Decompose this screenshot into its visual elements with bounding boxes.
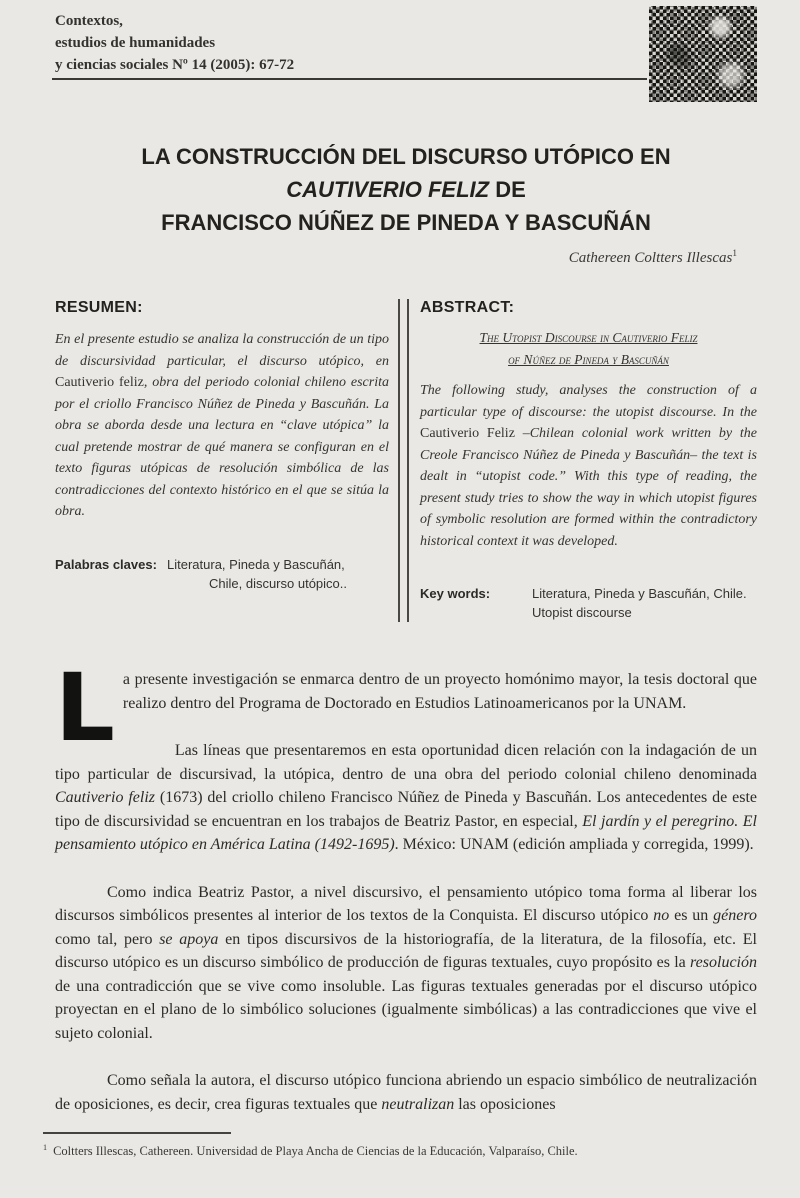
key-words-line: Utopist discourse: [532, 605, 632, 620]
footnote: [43, 1139, 757, 1160]
abstract-subtitle-line: The Utopist Discourse in Cautiverio Feliz: [479, 330, 698, 345]
resumen-body: En el presente estudio se analiza la construcción de un tipo de discursividad particular, el discurso utópico, en Cautiverio feliz, obra del periodo colonial chileno escrita por el criollo Francisco Núñez de Pineda y Bascuñán. La obra se aborda desde una lectura en “clave utópica” la cual pretende mostrar de qué manera se configuran en el texto figuras utópicas de resolución simbólica de las contradicciones del contexto histórico en el que se sitúa la obra.: [55, 332, 389, 519]
key-words-label: Key words:: [420, 586, 491, 601]
palabras-claves-label: Palabras claves:: [55, 556, 157, 572]
article-body: [55, 654, 758, 1116]
paragraph: Como señala la autora, el discurso utópico funciona abriendo un espacio simbólico de neutralización de oposiciones, es decir, crea figuras textuales que neutralizan las oposiciones: [55, 1072, 757, 1113]
palabras-claves-line: Literatura, Pineda y Bascuñán,: [167, 556, 345, 572]
resumen-section: [55, 299, 389, 622]
abstract-heading: ABSTRACT:: [420, 299, 515, 316]
footnote-area: [43, 1132, 757, 1160]
palabras-claves-row: [55, 555, 389, 593]
abstract-subtitle-line: of Núñez de Pineda y Bascuñán: [508, 352, 669, 367]
key-words-line: Literatura, Pineda y Bascuñán, Chile.: [532, 586, 747, 601]
title-line-1: LA CONSTRUCCIÓN DEL DISCURSO UTÓPICO EN: [141, 144, 671, 169]
halftone-stamp-image: [649, 6, 757, 102]
paragraph: [55, 654, 757, 763]
resumen-heading: RESUMEN:: [55, 299, 143, 316]
title-line-2: CAUTIVERIO FELIZ DE: [286, 177, 526, 202]
journal-name: Contextos,: [55, 13, 123, 29]
palabras-claves-line: Chile, discurso utópico..: [208, 575, 347, 591]
header-rule: [52, 78, 647, 80]
title-line-3: FRANCISCO NÚÑEZ DE PINEDA Y BASCUÑÁN: [161, 210, 651, 235]
paragraph: Como indica Beatriz Pastor, a nivel discursivo, el pensamiento utópico toma forma al liberar los discursos simbólicos presentes al interior de los textos de la Conquista. El discurso utópico no es un género como tal, pero se apoya en tipos discursivos de la historiografía, de la literatura, de la filosofía, etc. El discurso utópico es un discurso simbólico de producción de figuras textuales, cuyo propósito es la resolución de una contradicción que se vive como insoluble. Las figuras textuales generadas por el discurso utópico proyectan en el plano de lo simbólico soluciones (igualmente simbólicas) a las contradicciones que vive el sujeto colonial.: [55, 883, 757, 1042]
footnote-text: Coltters Illescas, Cathereen. Universidad de Playa Ancha de Ciencias de la Educación, Valparaíso, Chile.: [53, 1144, 578, 1159]
footnote-rule: [43, 1132, 231, 1134]
author-line: [55, 249, 757, 267]
journal-subtitle: estudios de humanidades: [55, 35, 216, 51]
journal-header: [55, 10, 757, 80]
abstract-body: The following study, analyses the construction of a particular type of discourse: the utopist discourse. In the Cautiverio Feliz –Chilean colonial work written by the Creole Francisco Núñez de Pineda y Bascuñán– the text is dealt in “utopist code.” With this type of reading, the present study tries to show the way in which utopist figures of symbolic resolution are formed within the contradictory historical context it was developed.: [420, 383, 757, 549]
author-name: Cathereen Coltters Illescas$^1$: [568, 249, 737, 266]
palabras-claves-value: [167, 555, 389, 593]
paragraph: Las líneas que presentaremos en esta oportunidad dicen relación con la indagación de un tipo particular de discursivad, la utópica, dentro de una obra del periodo colonial chileno denominada Cautiverio feliz (1673) del criollo chileno Francisco Núñez de Pineda y Bascuñán. Los antecedentes de este tipo de discursividad se encuentran en los trabajos de Beatriz Pastor, en especial, El jardín y el peregrino. El pensamiento utópico en América Latina (1492-1695). México: UNAM (edición ampliada y corregida, 1999).: [55, 742, 758, 853]
article-title: [55, 140, 757, 239]
paragraph-text: a presente investigación se enmarca dentro de un proyecto homónimo mayor, la tesis doctoral que realizo dentro del Programa de Doctorado en Estudios Latinoamericanos por la UNAM.: [122, 671, 757, 712]
abstract-section: [420, 299, 757, 622]
key-words-value: [532, 584, 757, 622]
abstract-columns: [55, 299, 757, 622]
column-divider: [398, 299, 409, 622]
drop-cap: L: [55, 654, 113, 763]
abstract-subtitle: [420, 327, 757, 371]
footnote-marker: 1: [43, 1143, 48, 1152]
journal-issue-pages: y ciencias sociales Nº 14 (2005): 67-72: [55, 57, 295, 73]
key-words-row: [420, 584, 757, 622]
